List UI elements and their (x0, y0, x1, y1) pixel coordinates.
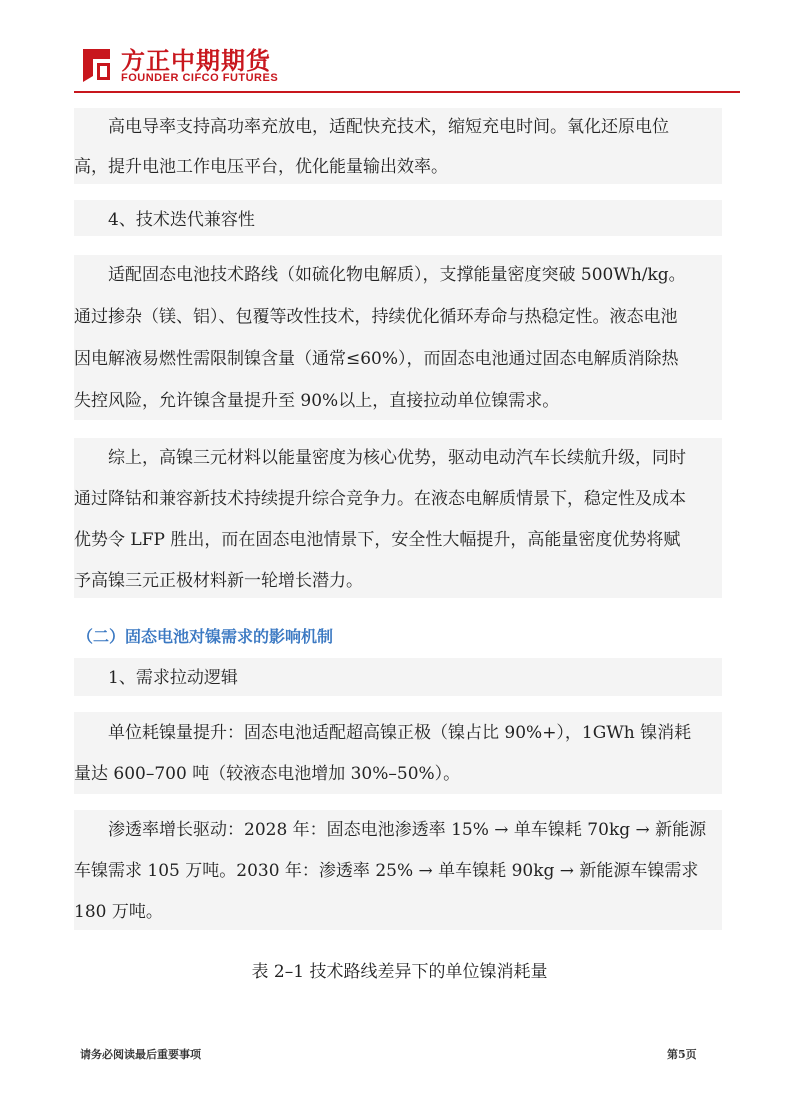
paragraph-line: 车镍需求 105 万吨。2030 年：渗透率 25% → 单车镍耗 90kg → 新能源车镍需求 (74, 861, 699, 881)
logo-chinese-name: 方正中期期货 (121, 47, 271, 75)
subheading: 4、技术迭代兼容性 (108, 210, 255, 230)
footer-notice: 请务必阅读最后重要事项 (80, 1048, 201, 1061)
paragraph-line: 单位耗镍量提升：固态电池适配超高镍正极（镍占比 90%+），1GWh 镍消耗 (108, 723, 692, 743)
paragraph-line: 失控风险，允许镍含量提升至 90%以上，直接拉动单位镍需求。 (74, 391, 560, 411)
paragraph-line: 180 万吨。 (74, 902, 163, 922)
page-header (0, 0, 799, 95)
paragraph-line: 渗透率增长驱动：2028 年：固态电池渗透率 15% → 单车镍耗 70kg → 新能源 (108, 820, 707, 840)
paragraph-line: 适配固态电池技术路线（如硫化物电解质），支撑能量密度突破 500Wh/kg。 (108, 265, 686, 285)
logo-english-name: FOUNDER CIFCO FUTURES (121, 72, 279, 84)
subheading: 1、需求拉动逻辑 (108, 668, 238, 688)
page-number: 第5页 (667, 1048, 697, 1061)
founder-logo-icon (77, 46, 115, 84)
paragraph-line: 通过降钴和兼容新技术持续提升综合竞争力。在液态电解质情景下，稳定性及成本 (74, 489, 686, 509)
paragraph-line: 高，提升电池工作电压平台，优化能量输出效率。 (74, 157, 448, 177)
paragraph-line: 予高镍三元正极材料新一轮增长潜力。 (74, 571, 363, 591)
paragraph-line: 通过掺杂（镁、铝）、包覆等改性技术，持续优化循环寿命与热稳定性。液态电池 (74, 307, 678, 327)
paragraph-line: 量达 600–700 吨（较液态电池增加 30%–50%）。 (74, 764, 461, 784)
paragraph-line: 高电导率支持高功率充放电，适配快充技术，缩短充电时间。氧化还原电位 (108, 117, 669, 137)
section-heading: （二）固态电池对镍需求的影响机制 (77, 627, 334, 646)
header-divider (74, 91, 740, 93)
paragraph-line: 因电解液易燃性需限制镍含量（通常≤60%），而固态电池通过固态电解质消除热 (74, 349, 679, 369)
paragraph-line: 综上，高镍三元材料以能量密度为核心优势，驱动电动汽车长续航升级，同时 (108, 448, 686, 468)
paragraph-line: 优势令 LFP 胜出，而在固态电池情景下，安全性大幅提升，高能量密度优势将赋 (74, 530, 681, 550)
table-caption: 表 2–1 技术路线差异下的单位镍消耗量 (251, 962, 548, 982)
